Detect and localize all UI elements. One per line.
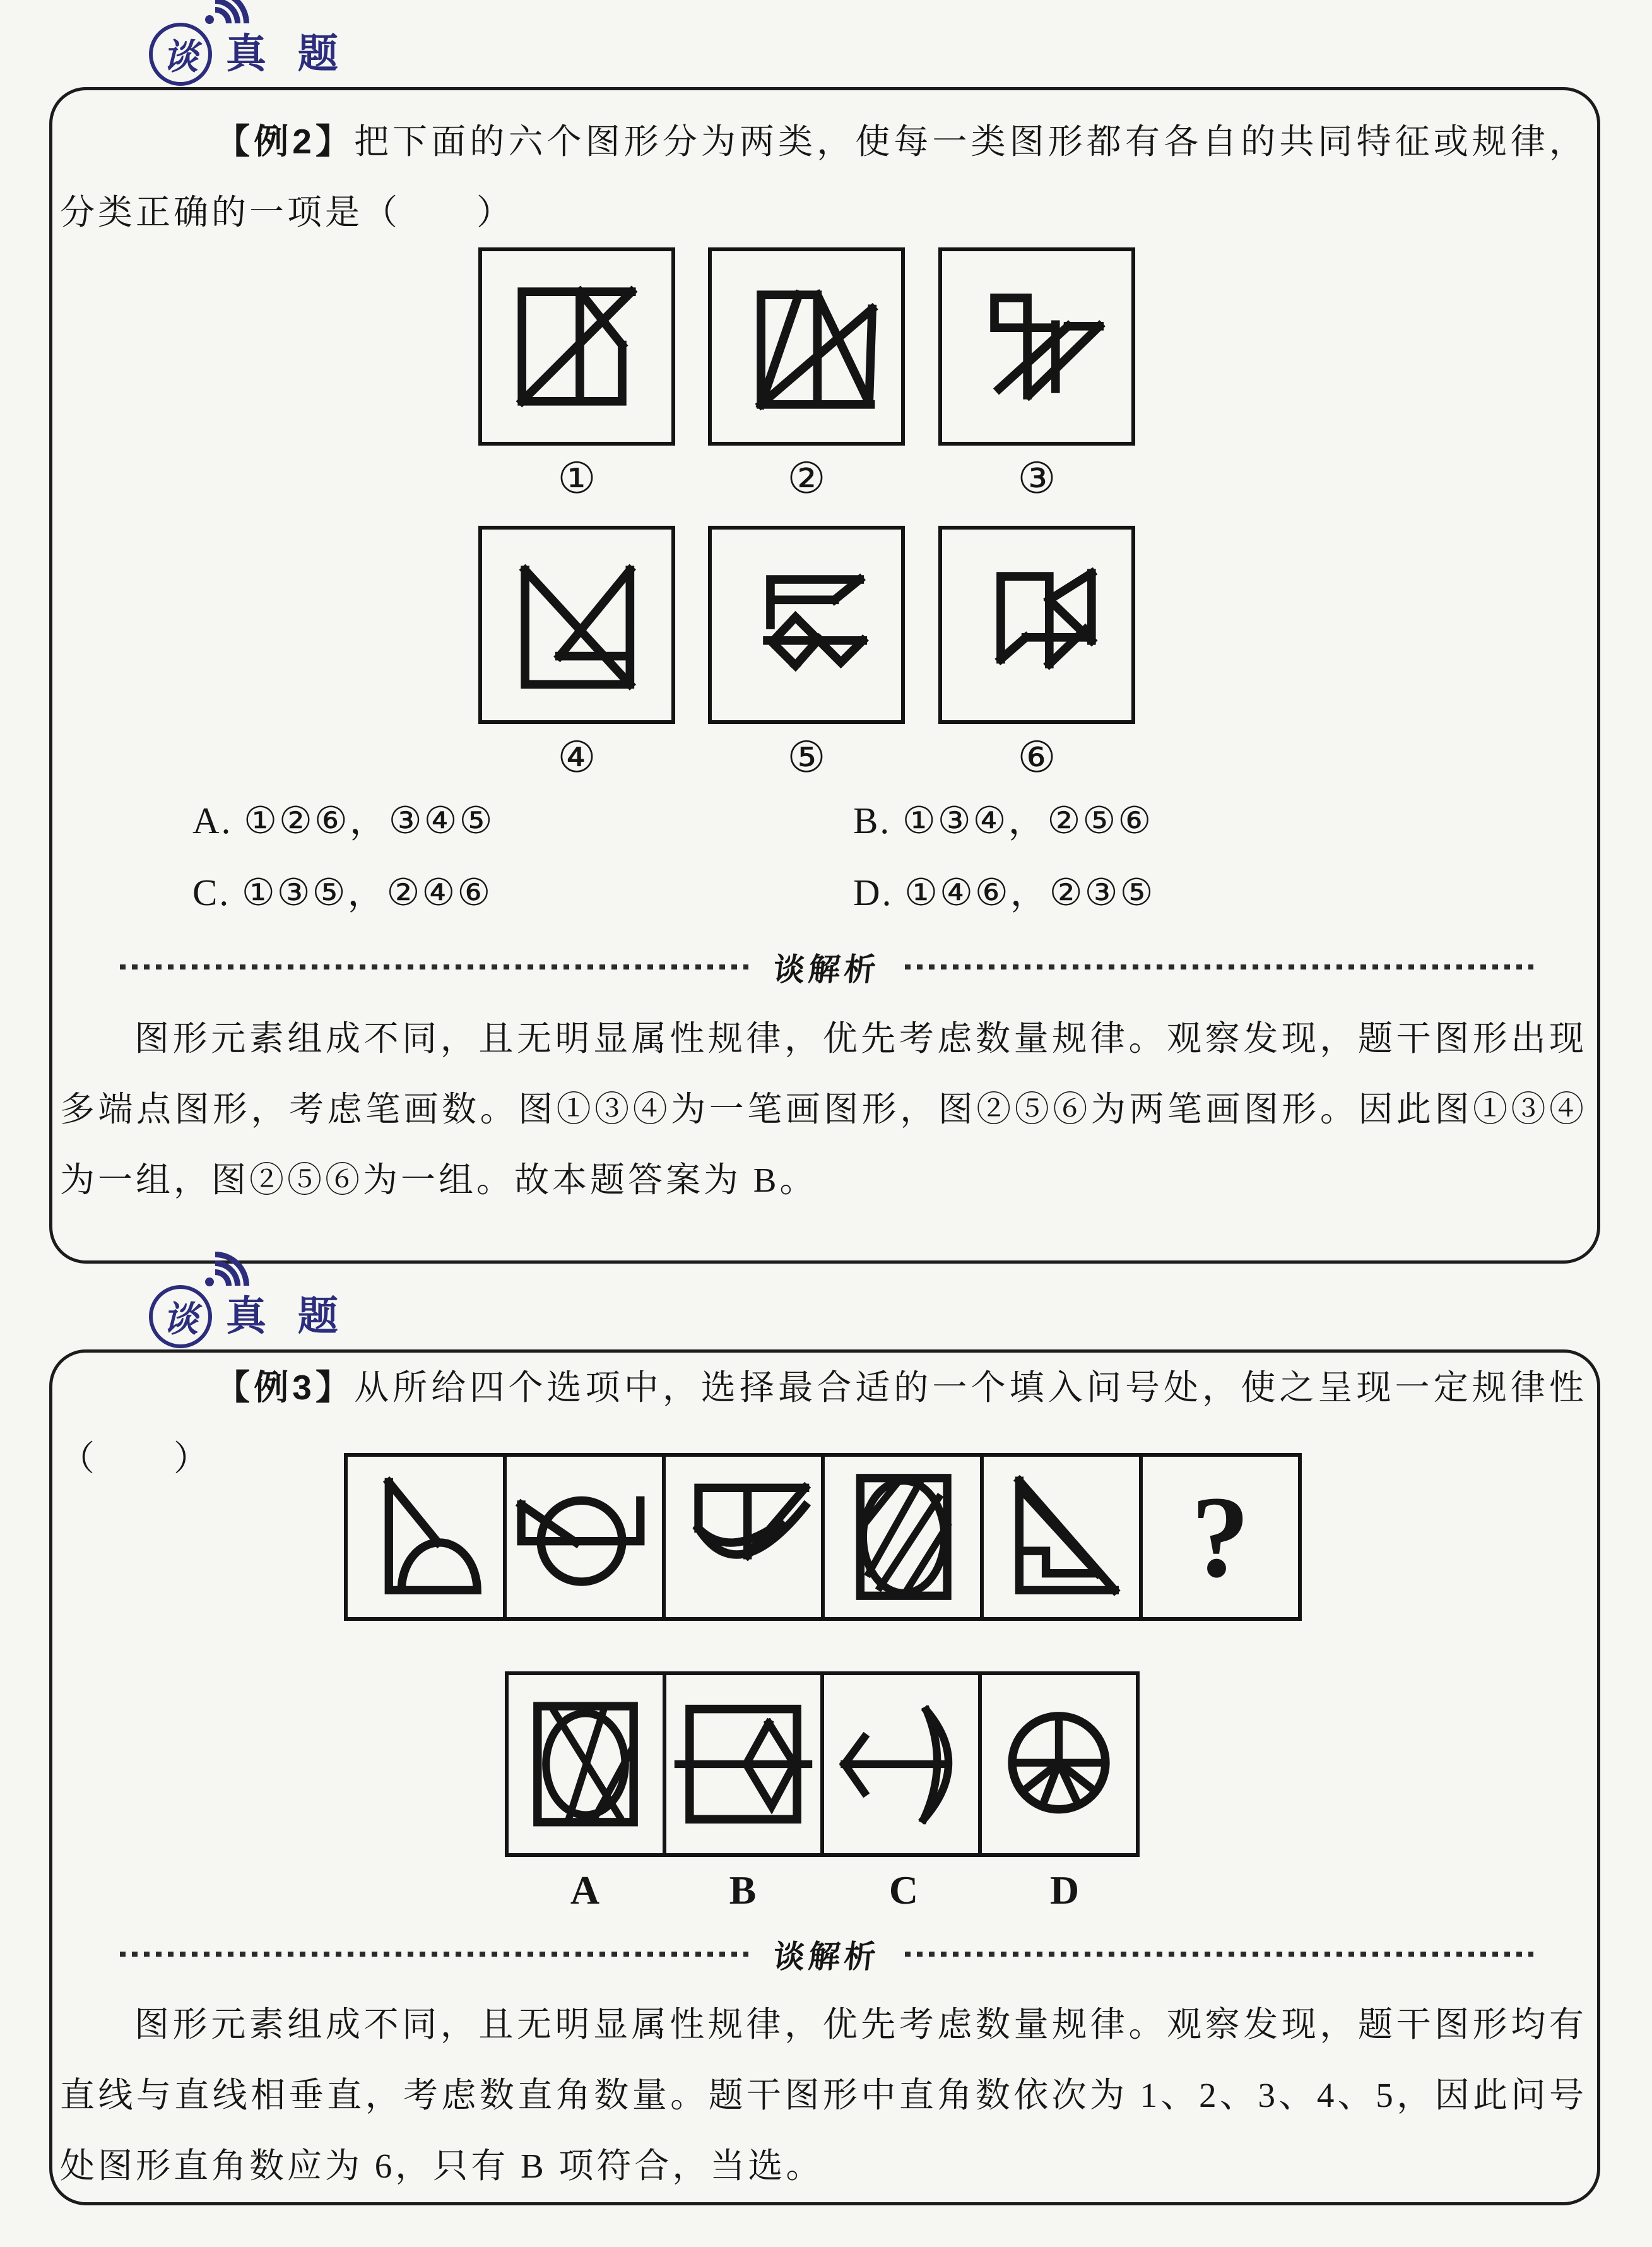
sequence-figure-1 (355, 1464, 495, 1610)
example2-figure-5 (708, 526, 905, 724)
example3-question: 【例3】从所给四个选项中，选择最合适的一个填入问号处，使之呈现一定规律性（ ） (60, 1368, 1587, 1478)
example3-analysis: 图形元素组成不同，且无明显属性规律，优先考虑数量规律。观察发现，题干图形均有直线与直线相垂直，考虑数直角数量。题干图形中直角数依次为 1、2、3、4、5，因此问号处图形直角数应为 6，只有 B 项符合，当选。 (60, 2005, 1587, 2185)
option-cell-b (663, 1671, 824, 1857)
sequence-cell-1 (344, 1453, 507, 1621)
figure-6-drawing (959, 546, 1115, 704)
figure-5-drawing (728, 546, 885, 704)
figure-4-number: ④ (557, 733, 596, 781)
sequence-cell-3 (662, 1453, 825, 1621)
example2-figure-1 (478, 247, 675, 446)
example3-analysis-divider (120, 1935, 1533, 1973)
example2-question: 【例2】把下面的六个图形分为两类，使每一类图形都有各自的共同特征或规律，分类正确的一项是（ ） (60, 122, 1587, 232)
sequence-cell-4 (821, 1453, 984, 1621)
zhenti-logo-2 (138, 1276, 370, 1349)
figure-5-number: ⑤ (787, 733, 826, 781)
example2-label: 【例2】 (215, 122, 355, 161)
figure-2-number: ② (787, 454, 826, 502)
example2-figure-4 (478, 526, 675, 724)
example2-option-d: D. ①④⑥，②③⑤ (853, 872, 1155, 913)
example2-option-a: A. ①②⑥，③④⑤ (192, 800, 495, 841)
option-a-label: A (570, 1868, 600, 1912)
divider-dots-left (120, 1952, 748, 1957)
sequence-cell-question (1139, 1453, 1302, 1621)
example3-options-strip (505, 1671, 1140, 1857)
sequence-figure-2 (514, 1464, 654, 1610)
example2-analysis: 图形元素组成不同，且无明显属性规律，优先考虑数量规律。观察发现，题干图形出现多端点图形，考虑笔画数。图①③④为一笔画图形，图②⑤⑥为两笔画图形。因此图①③④为一组，图②⑤⑥为一组。故本题答案为 B。 (60, 1019, 1587, 1199)
sequence-figure-4 (832, 1464, 972, 1610)
option-c-label: C (888, 1868, 919, 1912)
option-d-figure (988, 1681, 1130, 1847)
option-b-figure (673, 1681, 814, 1847)
divider-dots-right (905, 1952, 1533, 1957)
question-mark: ? (1191, 1472, 1250, 1602)
example2-option-c: C. ①③⑤，②④⑥ (192, 872, 493, 913)
option-cell-d (978, 1671, 1140, 1857)
figure-3-drawing (959, 268, 1115, 425)
tan-signal-icon: 谈 (146, 18, 212, 83)
option-b-label: B (729, 1868, 757, 1912)
example2-figure-2 (708, 247, 905, 446)
example2-figure-6 (938, 526, 1135, 724)
option-cell-c (820, 1671, 982, 1857)
option-a-figure (515, 1681, 656, 1847)
zhenti-label: 真 题 (226, 31, 348, 76)
example2-analysis-divider (120, 948, 1533, 986)
divider-dots-right (905, 964, 1533, 969)
example2-option-b: B. ①③④，②⑤⑥ (853, 800, 1153, 841)
sequence-cell-2 (503, 1453, 666, 1621)
tan-signal-icon: 谈 (146, 1280, 212, 1346)
sequence-cell-5 (980, 1453, 1143, 1621)
example2-figure-3 (938, 247, 1135, 446)
example3-sequence-strip (344, 1453, 1302, 1621)
figure-4-drawing (499, 546, 655, 704)
analysis-title: 谈解析 (771, 952, 882, 987)
option-cell-a (505, 1671, 666, 1857)
figure-1-drawing (499, 268, 655, 425)
sequence-figure-5 (991, 1464, 1131, 1610)
figure-6-number: ⑥ (1017, 733, 1056, 781)
zhenti-label: 真 题 (226, 1293, 348, 1339)
figure-3-number: ③ (1017, 454, 1056, 502)
example3-label: 【例3】 (215, 1368, 355, 1407)
option-c-figure (830, 1681, 972, 1847)
figure-1-number: ① (557, 454, 596, 502)
divider-dots-left (120, 964, 748, 969)
sequence-figure-3 (673, 1464, 813, 1610)
figure-2-drawing (728, 268, 885, 425)
zhenti-logo-1 (138, 14, 370, 87)
option-d-label: D (1049, 1868, 1080, 1912)
analysis-title: 谈解析 (771, 1939, 882, 1974)
